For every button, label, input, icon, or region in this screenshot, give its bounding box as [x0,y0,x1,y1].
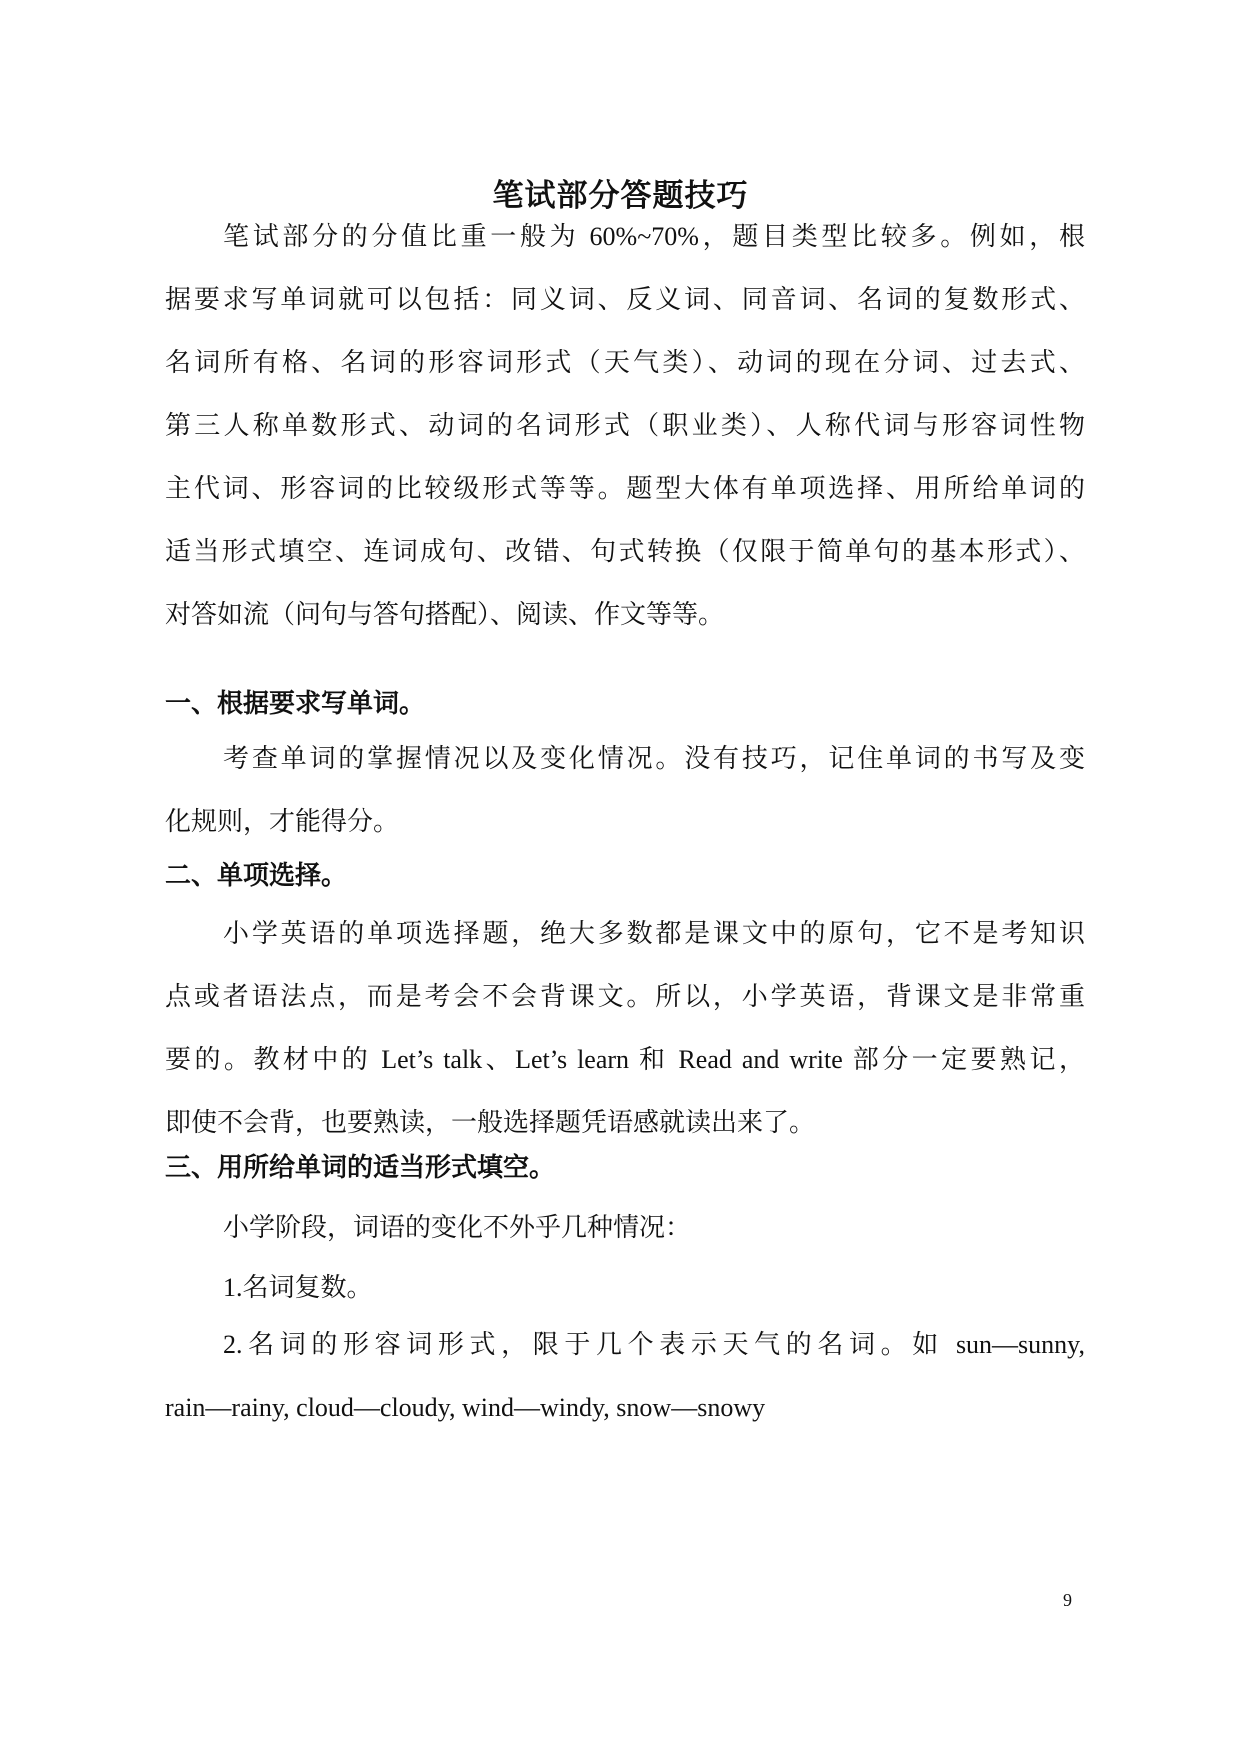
section-heading-2: 二、单项选择。 [165,861,348,890]
section-2-paragraph [165,902,1085,1154]
page-title: 笔试部分答题技巧 [492,178,749,213]
list-item-2 [165,1313,1085,1439]
list-item-1: 1.名词复数。 [223,1273,373,1302]
paragraph-line: 适当形式填空、连词成句、改错、句式转换（仅限于简单句的基本形式）、 [165,537,1085,566]
paragraph-line: rain—rainy, cloud—cloudy, wind—windy, snow—snowy [165,1393,766,1422]
paragraph-line: 主代词、形容词的比较级形式等等。题型大体有单项选择、用所给单词的 [165,474,1085,503]
paragraph-line: 化规则，才能得分。 [165,807,400,836]
intro-paragraph [165,205,1085,646]
paragraph-line: 小学英语的单项选择题，绝大多数都是课文中的原句，它不是考知识 [223,919,1085,948]
paragraph-line: 名词所有格、名词的形容词形式（天气类）、动词的现在分词、过去式、 [165,348,1085,377]
paragraph-line: 考查单词的掌握情况以及变化情况。没有技巧，记住单词的书写及变 [223,744,1085,773]
page-number: 9 [1063,1590,1072,1610]
paragraph-line: 即使不会背，也要熟读，一般选择题凭语感就读出来了。 [165,1108,816,1137]
section-3-intro: 小学阶段，词语的变化不外乎几种情况： [223,1213,692,1242]
section-1-paragraph [165,727,1085,853]
paragraph-line: 点或者语法点，而是考会不会背课文。所以，小学英语，背课文是非常重 [165,982,1085,1011]
section-heading-3: 三、用所给单词的适当形式填空。 [165,1153,556,1182]
paragraph-line: 对答如流（问句与答句搭配）、阅读、作文等等。 [165,600,725,629]
paragraph-line: 第三人称单数形式、动词的名词形式（职业类）、人称代词与形容词性物 [165,411,1085,440]
section-heading-1: 一、根据要求写单词。 [165,689,426,718]
paragraph-line: 据要求写单词就可以包括：同义词、反义词、同音词、名词的复数形式、 [165,285,1085,314]
paragraph-line: 2.名词的形容词形式，限于几个表示天气的名词。如 sun—sunny, [223,1330,1085,1359]
paragraph-line: 笔试部分的分值比重一般为 60%~70%，题目类型比较多。例如，根 [223,222,1085,251]
paragraph-line: 要的。教材中的 Let’s talk、Let’s learn 和 Read and write 部分一定要熟记， [165,1045,1085,1074]
